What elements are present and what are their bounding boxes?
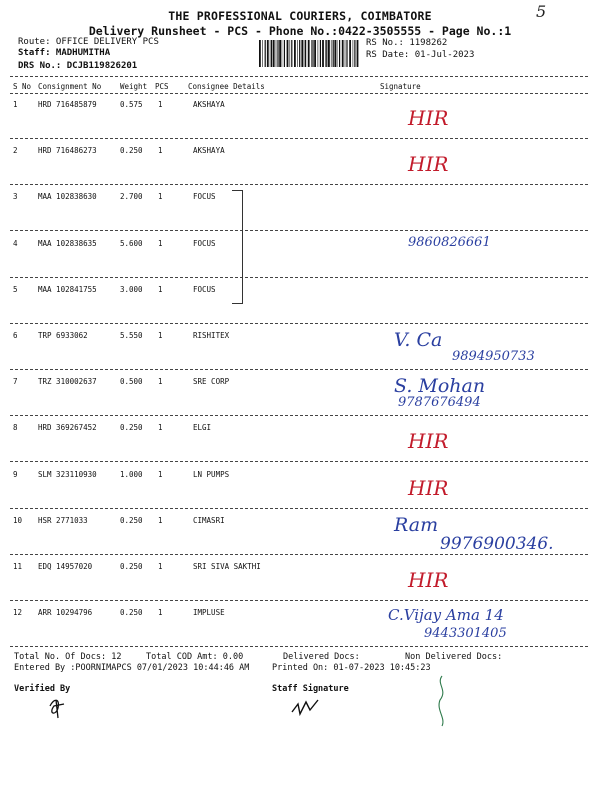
total-docs: Total No. Of Docs: 12 — [14, 652, 122, 662]
cell-weight: 0.250 — [120, 562, 143, 571]
barcode-bar — [349, 40, 351, 67]
cell-pcs: 1 — [158, 331, 163, 340]
page-number-handwritten: 5 — [536, 2, 547, 21]
table-row — [0, 377, 600, 423]
barcode-bar — [318, 40, 319, 67]
rs-date: RS Date: 01-Jul-2023 — [366, 50, 475, 60]
barcode-bar — [325, 40, 326, 67]
handwritten-phone-number: 9787676494 — [398, 395, 481, 411]
cell-weight: 0.250 — [120, 423, 143, 433]
barcode-bar — [284, 40, 285, 67]
table-row — [0, 608, 600, 654]
total-cod: Total COD Amt: 0.00 — [146, 652, 244, 662]
row-divider — [10, 277, 588, 278]
table-row — [0, 470, 600, 516]
barcode-bar — [297, 40, 298, 67]
table-row — [0, 285, 600, 331]
cell-consignee: FOCUS — [193, 238, 216, 248]
cell-sno: 10 — [13, 515, 23, 525]
cell-pcs: 1 — [158, 515, 163, 525]
row-divider — [10, 323, 588, 324]
cell-consignment-no: EDQ 14957020 — [38, 562, 93, 571]
cell-sno: 3 — [13, 192, 18, 202]
cell-sno: 5 — [13, 284, 18, 294]
handwritten-phone-number: 9894950733 — [452, 349, 535, 364]
barcode-bar — [304, 40, 305, 67]
cell-weight: 2.700 — [120, 192, 143, 202]
barcode-bar — [262, 40, 263, 67]
cell-consignee: RISHITEX — [193, 331, 230, 340]
barcode-bar — [345, 40, 346, 67]
barcode-bar — [299, 40, 300, 67]
handwritten-signature: HIR — [408, 106, 449, 130]
barcode-bar — [273, 40, 275, 67]
cell-pcs: 1 — [158, 423, 163, 433]
barcode-bar — [322, 40, 324, 67]
column-header-consignment: Consignment No — [38, 82, 102, 91]
handwritten-signature: S. Mohan — [394, 375, 486, 398]
cell-weight: 0.250 — [120, 608, 143, 618]
cell-weight: 1.000 — [120, 469, 143, 479]
table-row — [0, 423, 600, 469]
delivered-docs: Delivered Docs: — [283, 652, 360, 662]
column-header-sno: S No — [13, 82, 32, 91]
cell-pcs: 1 — [158, 100, 163, 109]
drs-number: DRS No.: DCJB119826201 — [18, 61, 138, 71]
barcode-bar — [331, 40, 332, 67]
table-row — [0, 562, 600, 608]
barcode-bar — [282, 40, 283, 67]
cell-consignee: SRI SIVA SAKTHI — [193, 562, 261, 571]
group-bracket-mark — [232, 190, 243, 304]
handwritten-signature: V. Ca — [394, 329, 443, 351]
cell-pcs: 1 — [158, 562, 163, 571]
cell-sno: 4 — [13, 238, 18, 248]
barcode-bar — [279, 40, 281, 67]
cell-sno: 6 — [13, 331, 18, 340]
row-divider — [10, 369, 588, 370]
barcode-image — [258, 40, 360, 67]
row-divider — [10, 600, 588, 601]
barcode-bar — [339, 40, 340, 67]
barcode-bar — [287, 40, 289, 67]
cell-sno: 9 — [13, 469, 18, 479]
handwritten-phone-number: 9443301405 — [424, 626, 507, 642]
staff-label: Staff: MADHUMITHA — [18, 48, 111, 58]
column-header-signature: Signature — [380, 82, 421, 91]
barcode-bar — [305, 40, 306, 67]
barcode-bar — [267, 40, 269, 67]
entered-by: Entered By :POORNIMAPCS 07/01/2023 10:44:46 AM — [14, 663, 250, 673]
cell-consignee: LN PUMPS — [193, 469, 230, 479]
cell-consignee: FOCUS — [193, 284, 216, 294]
cell-sno: 12 — [13, 608, 23, 618]
barcode-bar — [301, 40, 303, 67]
header-divider — [10, 76, 588, 77]
route-label: Route: OFFICE DELIVERY PCS — [18, 37, 159, 47]
cell-consignment-no: SLM 323110930 — [38, 469, 97, 479]
barcode-bar — [265, 40, 266, 67]
cell-consignment-no: HRD 716486273 — [38, 146, 97, 156]
non-delivered-docs: Non Delivered Docs: — [405, 652, 503, 662]
column-header-divider — [10, 93, 588, 94]
barcode-bar — [277, 40, 278, 67]
barcode-bar — [342, 40, 344, 67]
cell-consignee: AKSHAYA — [193, 146, 225, 156]
runsheet-title: Delivery Runsheet - PCS - Phone No.:0422-3505555 - Page No.:1 — [88, 24, 512, 38]
barcode-bar — [312, 40, 313, 67]
rs-number: RS No.: 1198262 — [366, 38, 448, 48]
verified-by-label: Verified By — [14, 684, 71, 694]
handwritten-signature: HIR — [408, 429, 449, 454]
cell-sno: 1 — [13, 100, 18, 109]
row-divider — [10, 646, 588, 647]
barcode-bar — [337, 40, 338, 67]
staff-signature-scribble — [288, 694, 328, 720]
cell-weight: 5.550 — [120, 331, 143, 340]
green-ink-scribble — [430, 670, 460, 730]
row-divider — [10, 554, 588, 555]
cell-consignment-no: HRD 716485879 — [38, 100, 97, 109]
cell-sno: 8 — [13, 423, 18, 433]
cell-pcs: 1 — [158, 608, 163, 618]
row-divider — [10, 461, 588, 462]
barcode-bar — [354, 40, 355, 67]
handwritten-signature: C.Vijay Ama 14 — [388, 606, 504, 625]
staff-signature-label: Staff Signature — [272, 684, 349, 694]
table-row — [0, 146, 600, 192]
barcode-bar — [259, 40, 261, 67]
barcode-bar — [326, 40, 327, 67]
column-header-weight: Weight — [120, 82, 148, 91]
row-divider — [10, 230, 588, 231]
cell-pcs: 1 — [158, 146, 163, 156]
barcode-bar — [328, 40, 330, 67]
row-divider — [10, 415, 588, 416]
cell-sno: 2 — [13, 146, 18, 156]
barcode-bar — [320, 40, 321, 67]
barcode-bar — [270, 40, 271, 67]
barcode-bar — [334, 40, 336, 67]
barcode-bar — [333, 40, 334, 67]
cell-consignee: SRE CORP — [193, 377, 230, 387]
handwritten-signature: HIR — [408, 475, 449, 500]
row-divider — [10, 184, 588, 185]
cell-consignment-no: TRP 6933062 — [38, 331, 88, 340]
column-header-consignee: Consignee Details — [188, 82, 265, 91]
cell-weight: 0.575 — [120, 100, 143, 109]
table-row — [0, 331, 600, 377]
cell-weight: 0.250 — [120, 146, 143, 156]
cell-pcs: 1 — [158, 469, 163, 479]
cell-consignment-no: MAA 102841755 — [38, 284, 97, 294]
cell-sno: 11 — [13, 562, 23, 571]
cell-consignment-no: HRD 369267452 — [38, 423, 97, 433]
cell-consignment-no: MAA 102838635 — [38, 238, 97, 248]
row-divider — [10, 508, 588, 509]
barcode-bar — [314, 40, 316, 67]
barcode-bar — [308, 40, 310, 67]
table-row — [0, 100, 600, 146]
barcode-bar — [311, 40, 312, 67]
barcode-bar — [346, 40, 347, 67]
handwritten-phone-number: 9860826661 — [408, 234, 491, 250]
handwritten-signature: HIR — [408, 152, 449, 177]
column-header-pcs: PCS — [155, 82, 169, 91]
cell-consignee: CIMASRI — [193, 515, 225, 525]
handwritten-signature: HIR — [408, 568, 449, 592]
cell-sno: 7 — [13, 377, 18, 387]
verified-signature-scribble — [40, 694, 80, 722]
cell-weight: 3.000 — [120, 284, 143, 294]
printed-on: Printed On: 01-07-2023 10:45:23 — [272, 663, 431, 673]
cell-consignee: FOCUS — [193, 192, 216, 202]
barcode-bar — [357, 40, 359, 67]
row-divider — [10, 138, 588, 139]
cell-consignee: IMPLUSE — [193, 608, 225, 618]
cell-consignee: AKSHAYA — [193, 100, 225, 109]
cell-consignment-no: HSR 2771033 — [38, 515, 88, 525]
barcode-bar — [290, 40, 291, 67]
cell-pcs: 1 — [158, 192, 163, 202]
barcode-bar — [353, 40, 354, 67]
barcode-bar — [271, 40, 272, 67]
cell-pcs: 1 — [158, 284, 163, 294]
cell-consignment-no: ARR 10294796 — [38, 608, 93, 618]
barcode-bar — [294, 40, 296, 67]
table-row — [0, 192, 600, 238]
table-row — [0, 513, 600, 562]
handwritten-phone-number: 9976900346. — [440, 533, 554, 554]
cell-weight: 0.500 — [120, 377, 143, 387]
cell-pcs: 1 — [158, 377, 163, 387]
cell-pcs: 1 — [158, 238, 163, 248]
cell-weight: 5.600 — [120, 238, 143, 248]
table-row — [0, 234, 600, 285]
barcode-bar — [276, 40, 277, 67]
barcode-bar — [291, 40, 292, 67]
company-title: THE PROFESSIONAL COURIERS, COIMBATORE — [168, 9, 432, 23]
cell-consignment-no: TRZ 310002637 — [38, 377, 97, 387]
handwritten-signature: Ram — [394, 513, 439, 536]
cell-consignee: ELGI — [193, 423, 212, 433]
cell-weight: 0.250 — [120, 515, 143, 525]
cell-consignment-no: MAA 102838630 — [38, 192, 97, 202]
